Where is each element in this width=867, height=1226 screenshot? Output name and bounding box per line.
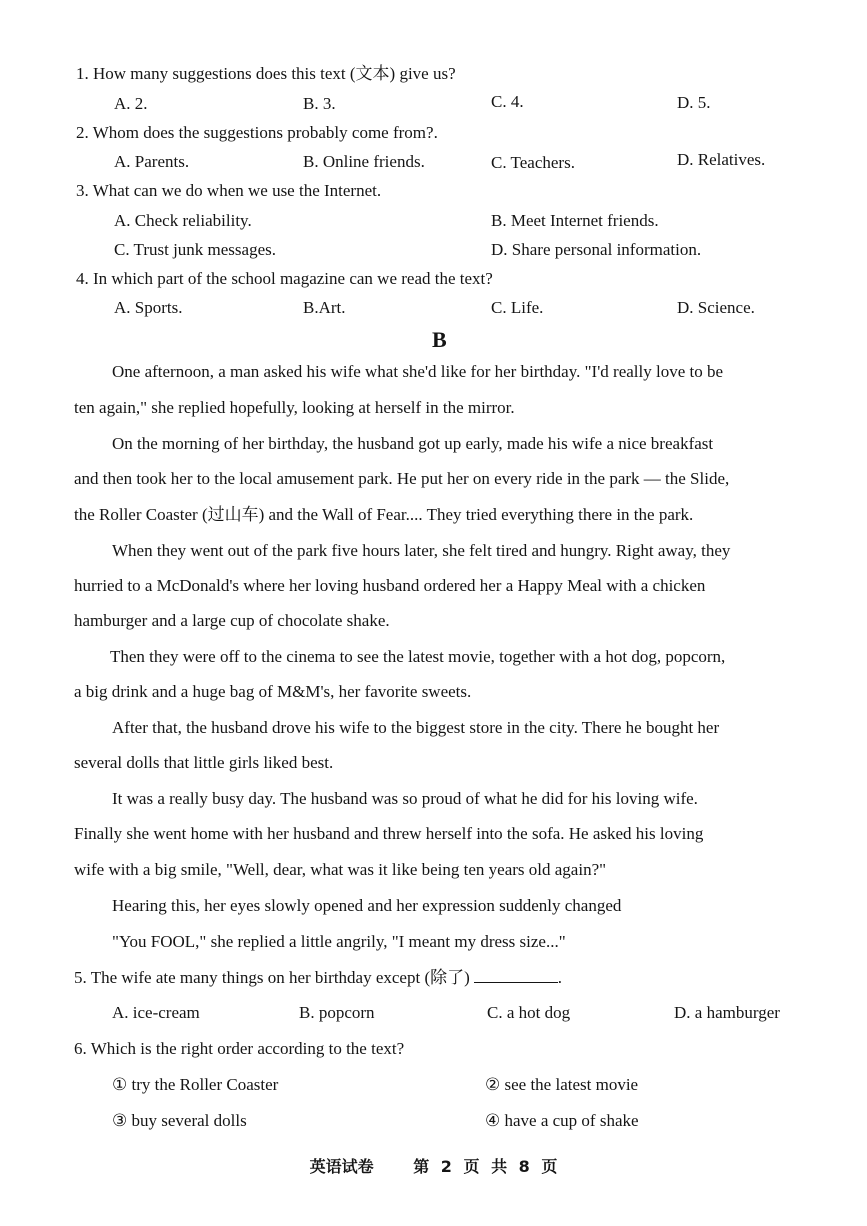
passage-line: On the morning of her birthday, the husband got up early, made his wife a nice breakfast <box>112 434 714 453</box>
passage-line: After that, the husband drove his wife to the biggest store in the city. There he bought her <box>112 718 720 737</box>
option-b: B. Meet Internet friends. <box>491 211 659 230</box>
passage-line: ten again," she replied hopefully, looking at herself in the mirror. <box>74 398 515 417</box>
option-d: D. Science. <box>677 298 755 317</box>
question-stem: 1. How many suggestions does this text (文本) give us? <box>76 64 456 83</box>
page-footer <box>0 1158 867 1176</box>
passage-line: hurried to a McDonald's where her loving husband ordered her a Happy Meal with a chicken <box>74 576 706 595</box>
passage-line: Hearing this, her eyes slowly opened and her expression suddenly changed <box>112 896 622 915</box>
option-d: D. a hamburger <box>674 1003 780 1022</box>
option-b: B.Art. <box>303 298 346 317</box>
question-stem: 6. Which is the right order according to the text? <box>74 1039 405 1058</box>
option-d: D. Relatives. <box>677 150 766 169</box>
option-d: D. Share personal information. <box>491 240 702 259</box>
passage-line: a big drink and a huge bag of M&M's, her favorite sweets. <box>74 682 472 701</box>
passage-line: One afternoon, a man asked his wife what she'd like for her birthday. "I'd really love to be <box>112 362 724 381</box>
option-c: C. Teachers. <box>491 153 575 172</box>
question-stem-end: . <box>557 968 563 987</box>
option-c: C. Trust junk messages. <box>114 240 276 259</box>
passage-line: Then they were off to the cinema to see the latest movie, together with a hot dog, popcorn, <box>110 647 726 666</box>
order-item-3: ③ buy several dolls <box>112 1111 247 1130</box>
option-a: A. Check reliability. <box>114 211 252 230</box>
question-stem: 2. Whom does the suggestions probably come from?. <box>76 123 438 142</box>
footer-page-number: 第 2 页 共 8 页 <box>413 1157 558 1176</box>
passage-line: It was a really busy day. The husband was so proud of what he did for his loving wife. <box>112 789 698 808</box>
passage-line: hamburger and a large cup of chocolate shake. <box>74 611 390 630</box>
footer-subject: 英语试卷 <box>309 1157 374 1176</box>
question-stem: 3. What can we do when we use the Internet. <box>76 181 382 200</box>
option-c: C. Life. <box>491 298 544 317</box>
option-c: C. a hot dog <box>487 1003 571 1022</box>
question-stem: 4. In which part of the school magazine can we read the text? <box>76 269 493 288</box>
option-d: D. 5. <box>677 93 711 112</box>
option-b: B. 3. <box>303 94 336 113</box>
question-stem <box>74 968 562 988</box>
option-a: A. Parents. <box>114 152 190 171</box>
question-stem-text: 5. The wife ate many things on her birthday except (除了) <box>74 968 470 987</box>
order-item-4: ④ have a cup of shake <box>485 1111 639 1130</box>
option-a: A. Sports. <box>114 298 183 317</box>
passage-line: the Roller Coaster (过山车) and the Wall of Fear.... They tried everything there in the park. <box>74 505 694 524</box>
option-c: C. 4. <box>491 92 524 111</box>
passage-line: several dolls that little girls liked best. <box>74 753 334 772</box>
order-item-1: ① try the Roller Coaster <box>112 1075 279 1094</box>
option-b: B. popcorn <box>299 1003 375 1022</box>
passage-line: and then took her to the local amusement park. He put her on every ride in the park — the Slide, <box>74 469 730 488</box>
passage-line: "You FOOL," she replied a little angrily, "I meant my dress size..." <box>112 932 566 951</box>
option-b: B. Online friends. <box>303 152 425 171</box>
option-a: A. 2. <box>114 94 148 113</box>
answer-blank <box>474 968 558 983</box>
order-item-2: ② see the latest movie <box>485 1075 639 1094</box>
passage-line: wife with a big smile, "Well, dear, what was it like being ten years old again?" <box>74 860 607 879</box>
passage-line: Finally she went home with her husband and threw herself into the sofa. He asked his loving <box>74 824 704 843</box>
passage-line: When they went out of the park five hours later, she felt tired and hungry. Right away, they <box>112 541 731 560</box>
option-a: A. ice-cream <box>112 1003 200 1022</box>
section-b-title: B <box>432 327 447 352</box>
